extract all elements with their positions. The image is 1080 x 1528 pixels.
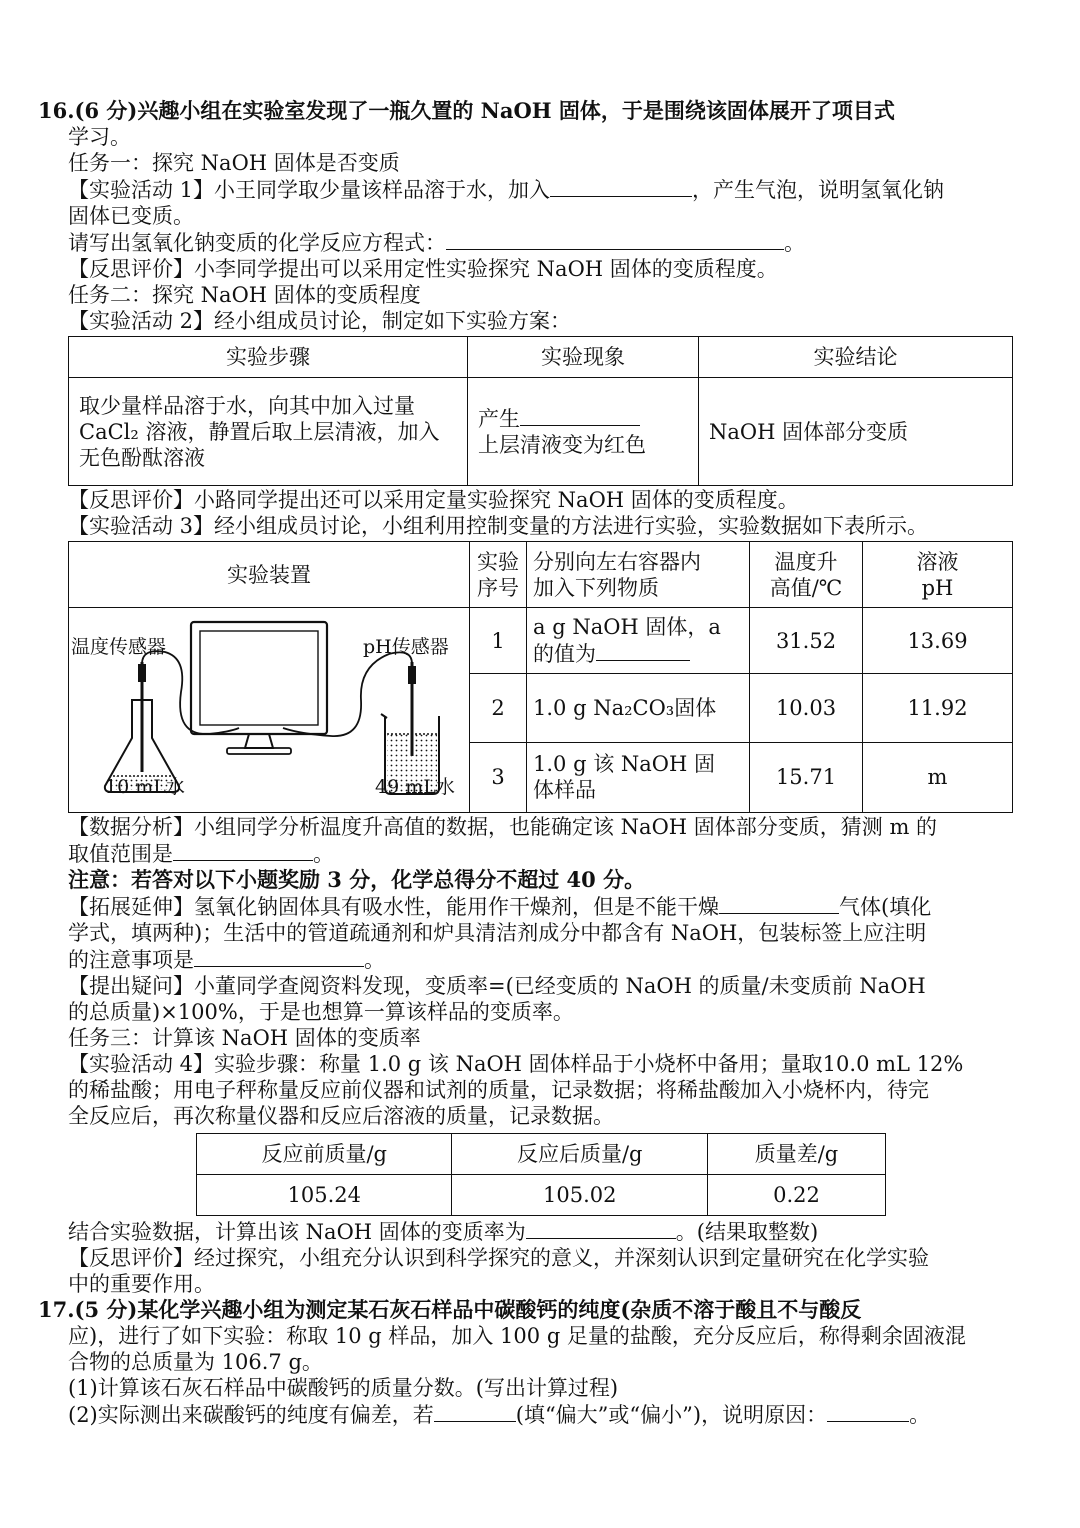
row3-ph: m [863, 742, 1013, 812]
precaution-blank[interactable] [194, 946, 364, 967]
table2-header-device: 实验装置 [69, 542, 470, 608]
right-water-label: 49 mL水 [375, 776, 455, 798]
activity4-line2: 的稀盐酸；用电子秤称量反应前仪器和试剂的质量，记录数据；将稀盐酸加入小烧杯内，待完 [68, 1078, 929, 1102]
table1-header-phenomenon: 实验现象 [468, 337, 699, 378]
reflection2: 【反思评价】小路同学提出还可以采用定量实验探究 NaOH 固体的变质程度。 [68, 488, 799, 512]
reflection3-line2: 中的重要作用。 [68, 1272, 215, 1296]
calc-line: 结合实验数据，计算出该 NaOH 固体的变质率为 。(结果取整数) [68, 1220, 819, 1244]
phenomenon-blank[interactable] [520, 405, 640, 426]
row3-temp: 15.71 [750, 742, 863, 812]
row1-number: 1 [470, 608, 527, 674]
q16-intro-line1: 16.(6 分)兴趣小组在实验室发现了一瓶久置的 NaOH 固体，于是围绕该固体展开了项目式 [38, 98, 895, 123]
mass-diff-value: 0.22 [707, 1175, 885, 1216]
row1-ph: 13.69 [863, 608, 1013, 674]
ph-sensor-label: pH传感器 [363, 636, 449, 658]
mass-header-after: 反应后质量/g [452, 1134, 707, 1175]
row2-number: 2 [470, 674, 527, 742]
reflection3-line1: 【反思评价】经过探究，小组充分认识到科学探究的意义，并深刻认识到定量研究在化学实验 [68, 1246, 929, 1270]
table2-header-ph: 溶液 pH [863, 542, 1013, 608]
ph-probe-icon [408, 666, 416, 684]
mass-after-value: 105.02 [452, 1175, 707, 1216]
q17-line3: 合物的总质量为 106.7 g。 [68, 1350, 323, 1374]
question-line1: 【提出疑问】小董同学查阅资料发现，变质率=(已经变质的 NaOH 的质量/未变质前 NaOH [68, 974, 926, 998]
row2-substance: 1.0 g Na₂CO₃固体 [527, 674, 750, 742]
row2-temp: 10.03 [750, 674, 863, 742]
activity4-line1: 【实验活动 4】实验步骤：称量 1.0 g 该 NaOH 固体样品于小烧杯中备用；量取10.0 mL 12% [68, 1052, 964, 1076]
table1-header-conclusion: 实验结论 [699, 337, 1013, 378]
q17-part2: (2)实际测出来碳酸钙的纯度有偏差，若 (填“偏大”或“偏小”)，说明原因： 。 [68, 1403, 931, 1427]
table1-conclusion-cell: NaOH 固体部分变质 [699, 378, 1013, 486]
apparatus-diagram [69, 608, 469, 812]
mass-table [196, 1133, 886, 1216]
q16-intro-line2: 学习。 [68, 125, 131, 149]
row2-ph: 11.92 [863, 674, 1013, 742]
mass-header-diff: 质量差/g [707, 1134, 885, 1175]
left-water-label: 10 mL水 [105, 776, 185, 798]
apparatus-cell [69, 608, 470, 813]
task2-heading: 任务二：探究 NaOH 固体的变质程度 [68, 283, 421, 307]
deviation-blank[interactable] [434, 1401, 516, 1422]
extension-line2: 学式，填两种)；生活中的管道疏通剂和炉具清洁剂成分中都含有 NaOH，包装标签上应注明 [68, 921, 927, 945]
activity1-line: 【实验活动 1】小王同学取少量该样品溶于水，加入 ，产生气泡，说明氢氧化钠 [68, 178, 945, 202]
exam-page [38, 98, 1038, 1428]
activity2-line: 【实验活动 2】经小组成员讨论，制定如下实验方案： [68, 309, 572, 333]
activity1-line2: 固体已变质。 [68, 204, 194, 228]
reason-blank[interactable] [827, 1401, 909, 1422]
row1-temp: 31.52 [750, 608, 863, 674]
table2-header-number: 实验 序号 [470, 542, 527, 608]
q17-line2: 应)，进行了如下实验：称取 10 g 样品，加入 100 g 足量的盐酸，充分反应后，称得剩余固液混 [68, 1324, 966, 1348]
controlled-experiment-table [68, 541, 1013, 813]
extension-line1: 【拓展延伸】氢氧化钠固体具有吸水性，能用作干燥剂，但是不能干燥 气体(填化 [68, 895, 932, 919]
row3-substance: 1.0 g 该 NaOH 固 体样品 [527, 742, 750, 812]
row1-substance: a g NaOH 固体，a 的值为 [527, 608, 750, 674]
mass-header-before: 反应前质量/g [197, 1134, 452, 1175]
gas-blank[interactable] [719, 893, 839, 914]
temperature-probe-icon [138, 664, 146, 682]
table1-header-step: 实验步骤 [69, 337, 468, 378]
a-value-blank[interactable] [596, 640, 690, 661]
table2-header-temp: 温度升 高值/℃ [750, 542, 863, 608]
experiment-plan-table [68, 336, 1013, 486]
reagent-blank[interactable] [550, 176, 692, 197]
m-range-blank[interactable] [173, 840, 313, 861]
q17-part1: (1)计算该石灰石样品中碳酸钙的质量分数。(写出计算过程) [68, 1376, 619, 1400]
data-analysis-line2: 取值范围是 。 [68, 842, 334, 866]
row3-number: 3 [470, 742, 527, 812]
extension-line3: 的注意事项是 。 [68, 948, 385, 972]
table1-step-cell: 取少量样品溶于水，向其中加入过量 CaCl₂ 溶液，静置后取上层清液，加入 无色酚酞溶液 [69, 378, 468, 486]
reflection1: 【反思评价】小李同学提出可以采用定性实验探究 NaOH 固体的变质程度。 [68, 257, 778, 281]
q17-line1: 17.(5 分)某化学兴趣小组为测定某石灰石样品中碳酸钙的纯度(杂质不溶于酸且不与酸反 [38, 1297, 862, 1322]
deterioration-rate-blank[interactable] [526, 1218, 676, 1239]
activity3-line: 【实验活动 3】经小组成员讨论，小组利用控制变量的方法进行实验，实验数据如下表所示。 [68, 514, 929, 538]
monitor-icon [191, 622, 327, 734]
activity4-line3: 全反应后，再次称量仪器和反应后溶液的质量，记录数据。 [68, 1104, 614, 1128]
bonus-note: 注意：若答对以下小题奖励 3 分，化学总得分不超过 40 分。 [68, 867, 646, 892]
task3-heading: 任务三：计算该 NaOH 固体的变质率 [68, 1026, 421, 1050]
question-line2: 的总质量)×100%，于是也想算一算该样品的变质率。 [68, 1000, 574, 1024]
temperature-sensor-label: 温度传感器 [71, 636, 167, 658]
table1-phenomenon-cell: 产生 上层清液变为红色 [468, 378, 699, 486]
task1-heading: 任务一：探究 NaOH 固体是否变质 [68, 151, 400, 175]
equation-prompt: 请写出氢氧化钠变质的化学反应方程式： 。 [68, 231, 805, 255]
data-analysis-line1: 【数据分析】小组同学分析温度升高值的数据，也能确定该 NaOH 固体部分变质，猜测 m 的 [68, 815, 938, 839]
table2-header-substance: 分别向左右容器内 加入下列物质 [527, 542, 750, 608]
equation-blank[interactable] [446, 229, 784, 250]
mass-before-value: 105.24 [197, 1175, 452, 1216]
